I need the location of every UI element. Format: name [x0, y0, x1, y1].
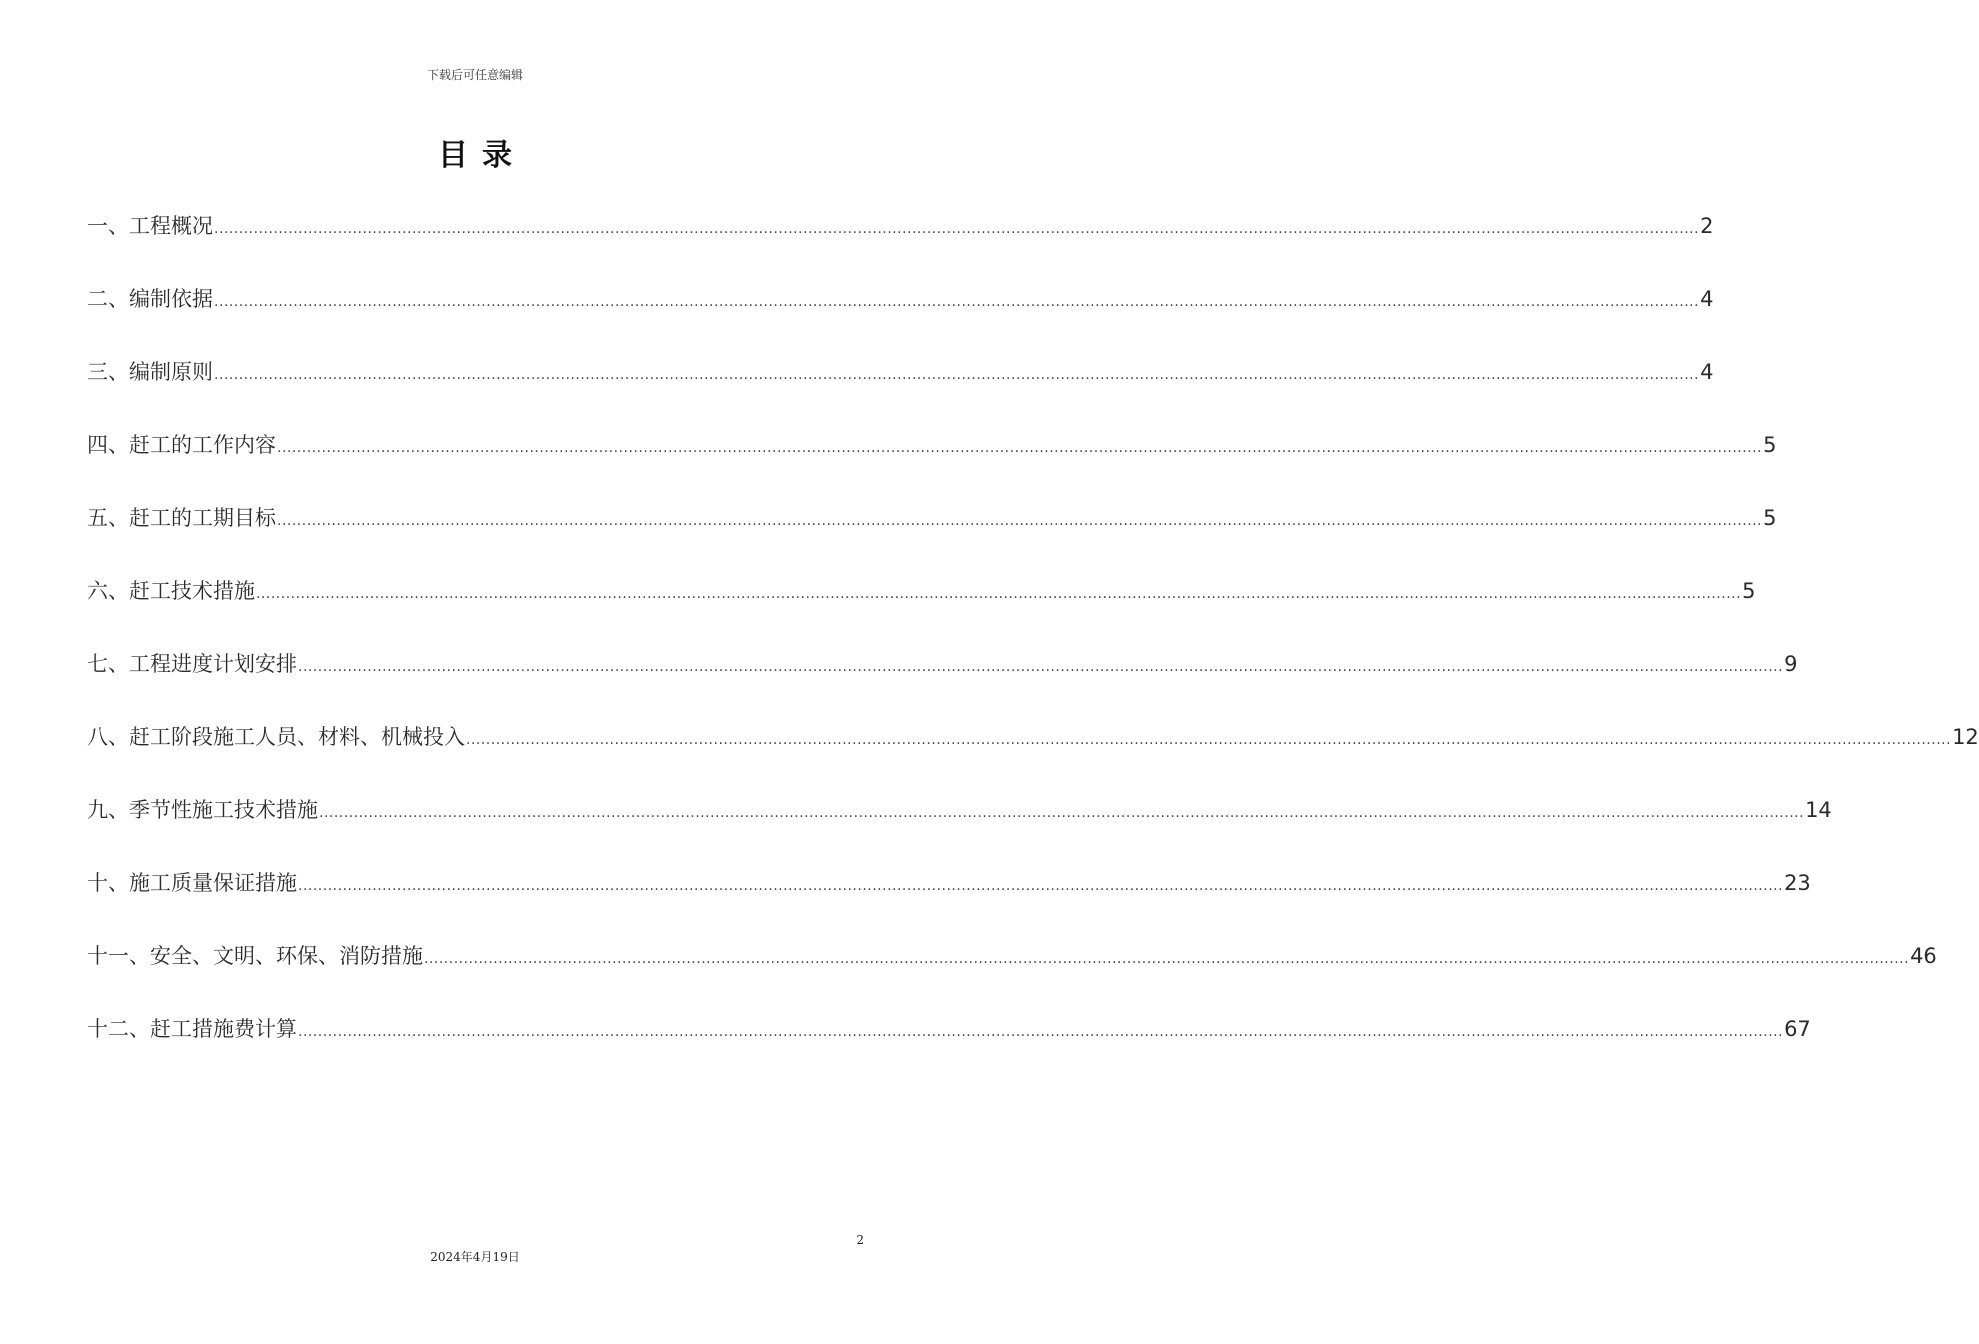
- dot-leader: ............................................................................................................................................................................................................................................................................................................: [214, 221, 1700, 237]
- toc-entry-label: 七、工程进度计划安排: [87, 652, 297, 676]
- toc-entry[interactable]: [87, 867, 1811, 940]
- toc-entry-page: 9: [1784, 652, 1798, 676]
- toc-entry-page: 5: [1763, 433, 1777, 457]
- toc-entry-page: 67: [1784, 1017, 1811, 1041]
- toc-entry-label: 一、工程概况: [87, 214, 213, 238]
- toc-entry-page: 23: [1784, 871, 1811, 895]
- toc-entry-label: 三、编制原则: [87, 360, 213, 384]
- toc-entry-page: 5: [1763, 506, 1777, 530]
- dot-leader: ............................................................................................................................................................................................................................................................................................................: [424, 951, 1910, 967]
- dot-leader: ............................................................................................................................................................................................................................................................................................................: [466, 732, 1952, 748]
- toc-entry[interactable]: [87, 794, 1832, 867]
- dot-leader: ............................................................................................................................................................................................................................................................................................................: [214, 294, 1700, 310]
- toc-entry[interactable]: [87, 356, 1714, 429]
- toc-entry-page: 12: [1952, 725, 1979, 749]
- toc-entry[interactable]: [87, 648, 1798, 721]
- toc-entry-label: 五、赶工的工期目标: [87, 506, 276, 530]
- footer-date: 2024年4月19日: [430, 1250, 520, 1264]
- toc-entry-label: 十一、安全、文明、环保、消防措施: [87, 944, 423, 968]
- toc-entry[interactable]: [87, 940, 1937, 1013]
- dot-leader: ............................................................................................................................................................................................................................................................................................................: [319, 805, 1805, 821]
- toc-entry[interactable]: [87, 721, 1979, 794]
- toc-entry-page: 5: [1742, 579, 1756, 603]
- table-of-contents: [87, 210, 1979, 1086]
- toc-entry-page: 4: [1700, 360, 1714, 384]
- toc-entry-page: 2: [1700, 214, 1714, 238]
- toc-entry[interactable]: [87, 575, 1756, 648]
- toc-entry[interactable]: [87, 502, 1777, 575]
- dot-leader: ............................................................................................................................................................................................................................................................................................................: [298, 1024, 1784, 1040]
- toc-entry-label: 二、编制依据: [87, 287, 213, 311]
- dot-leader: ............................................................................................................................................................................................................................................................................................................: [298, 659, 1784, 675]
- toc-entry[interactable]: [87, 283, 1714, 356]
- toc-entry-label: 十二、赶工措施费计算: [87, 1017, 297, 1041]
- toc-entry-page: 14: [1805, 798, 1832, 822]
- toc-entry-label: 十、施工质量保证措施: [87, 871, 297, 895]
- dot-leader: ............................................................................................................................................................................................................................................................................................................: [298, 878, 1784, 894]
- dot-leader: ............................................................................................................................................................................................................................................................................................................: [277, 440, 1763, 456]
- dot-leader: ............................................................................................................................................................................................................................................................................................................: [214, 367, 1700, 383]
- toc-entry[interactable]: [87, 429, 1777, 502]
- header-note: 下载后可任意编辑: [426, 68, 523, 82]
- dot-leader: ............................................................................................................................................................................................................................................................................................................: [256, 586, 1742, 602]
- toc-entry-page: 4: [1700, 287, 1714, 311]
- toc-title: 目录: [438, 138, 526, 173]
- toc-entry[interactable]: [87, 1013, 1811, 1086]
- page-number: 2: [856, 1233, 864, 1247]
- toc-entry-label: 六、赶工技术措施: [87, 579, 255, 603]
- dot-leader: ............................................................................................................................................................................................................................................................................................................: [277, 513, 1763, 529]
- toc-entry[interactable]: [87, 210, 1714, 283]
- toc-entry-label: 八、赶工阶段施工人员、材料、机械投入: [87, 725, 465, 749]
- toc-entry-label: 九、季节性施工技术措施: [87, 798, 318, 822]
- toc-entry-page: 46: [1910, 944, 1937, 968]
- toc-entry-label: 四、赶工的工作内容: [87, 433, 276, 457]
